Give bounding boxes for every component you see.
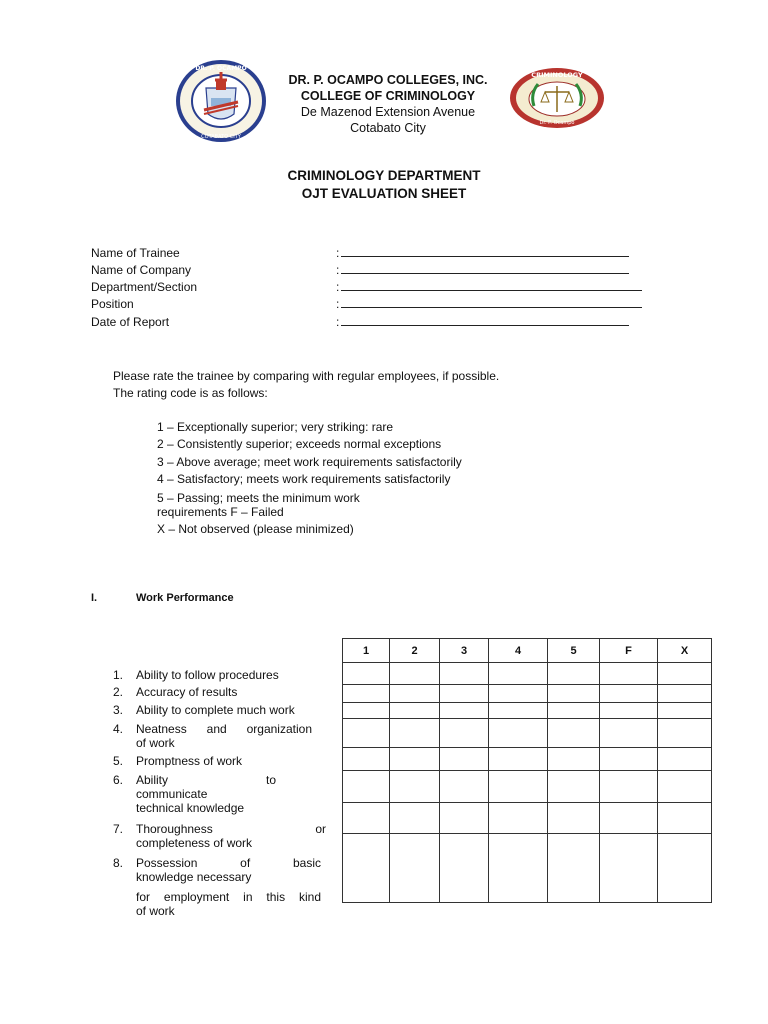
rating-cell[interactable]: [548, 748, 600, 771]
field-label-company: Name of Company: [91, 263, 192, 277]
criterion-text: Ability to follow procedures: [136, 668, 279, 682]
rating-header: 3: [440, 639, 489, 663]
criterion-number: 4.: [113, 722, 124, 736]
sheet-title: OJT EVALUATION SHEET: [301, 186, 467, 201]
rating-header: 4: [489, 639, 548, 663]
department-title: CRIMINOLOGY DEPARTMENT: [287, 168, 481, 183]
rating-cell[interactable]: [489, 719, 548, 748]
rating-cell[interactable]: [548, 663, 600, 685]
criterion-line: communicate: [136, 787, 208, 801]
criterion-number: 2.: [113, 685, 124, 699]
rating-cell[interactable]: [489, 685, 548, 703]
school-name: DR. P. OCAMPO COLLEGES, INC.: [288, 73, 488, 87]
svg-text:DR. P. OCAMPO: DR. P. OCAMPO: [195, 65, 247, 72]
field-label-position: Position: [91, 297, 134, 311]
criterion-line: Ability to: [136, 773, 276, 787]
instruction-line-2: The rating code is as follows:: [113, 386, 268, 400]
svg-text:CRIMINOLOGY: CRIMINOLOGY: [531, 71, 583, 79]
rating-cell[interactable]: [658, 803, 712, 834]
rating-cell[interactable]: [548, 834, 600, 903]
rating-code-1: 1 – Exceptionally superior; very striking: rare: [157, 420, 394, 434]
instruction-text: [113, 368, 499, 402]
rating-row: [343, 803, 712, 834]
address-line-1: De Mazenod Extension Avenue: [300, 105, 476, 119]
rating-cell[interactable]: [440, 748, 489, 771]
section-title: Work Performance: [136, 592, 234, 604]
rating-cell[interactable]: [440, 719, 489, 748]
field-line-trainee[interactable]: :: [336, 246, 629, 260]
rating-row: [343, 703, 712, 719]
rating-cell[interactable]: [658, 703, 712, 719]
field-label-department: Department/Section: [91, 280, 198, 294]
field-line-date[interactable]: :: [336, 315, 629, 329]
rating-cell[interactable]: [548, 719, 600, 748]
rating-cell[interactable]: [440, 834, 489, 903]
rating-cell[interactable]: [489, 748, 548, 771]
criterion-line: completeness of work: [136, 836, 253, 850]
field-line-position[interactable]: :: [336, 297, 642, 311]
criterion-line: technical knowledge: [136, 801, 245, 815]
rating-cell[interactable]: [440, 771, 489, 803]
rating-code-not-observed: X – Not observed (please minimized): [157, 522, 354, 536]
rating-code-2: 2 – Consistently superior; exceeds normal exceptions: [157, 437, 442, 451]
rating-cell[interactable]: [343, 703, 390, 719]
section-number: I.: [91, 592, 98, 604]
rating-cell[interactable]: [658, 834, 712, 903]
rating-header: X: [658, 639, 712, 663]
criterion-text: Promptness of work: [136, 754, 243, 768]
rating-row: [343, 685, 712, 703]
rating-cell[interactable]: [548, 685, 600, 703]
rating-row: [343, 663, 712, 685]
rating-cell[interactable]: [658, 663, 712, 685]
rating-row: [343, 719, 712, 748]
rating-cell[interactable]: [343, 719, 390, 748]
instruction-line-1: Please rate the trainee by comparing with regular employees, if possible.: [113, 369, 500, 383]
rating-cell[interactable]: [390, 748, 440, 771]
rating-header: 1: [343, 639, 390, 663]
rating-cell[interactable]: [489, 803, 548, 834]
criterion-text: [136, 856, 321, 918]
rating-cell[interactable]: [390, 685, 440, 703]
field-line-department[interactable]: :: [336, 280, 642, 294]
rating-cell[interactable]: [548, 771, 600, 803]
field-line-company[interactable]: :: [336, 263, 629, 277]
rating-cell[interactable]: [600, 834, 658, 903]
rating-code-3: 3 – Above average; meet work requirements satisfactorily: [157, 455, 462, 469]
field-label-trainee: Name of Trainee: [91, 246, 180, 260]
address-line-2: Cotabato City: [350, 121, 426, 135]
rating-cell[interactable]: [600, 685, 658, 703]
criterion-line: of work: [136, 904, 175, 918]
criterion-text: [136, 822, 326, 850]
criterion-text: [136, 722, 312, 750]
svg-text:Dr. P. Ocampo: Dr. P. Ocampo: [539, 120, 575, 126]
rating-cell[interactable]: [600, 803, 658, 834]
rating-cell[interactable]: [658, 685, 712, 703]
rating-cell[interactable]: [390, 663, 440, 685]
rating-cell[interactable]: [343, 748, 390, 771]
criterion-line: of work: [136, 736, 175, 750]
svg-text:COTABATO CITY: COTABATO CITY: [201, 134, 241, 140]
rating-cell[interactable]: [343, 685, 390, 703]
criterion-line: knowledge necessary: [136, 870, 252, 884]
rating-table: [342, 638, 712, 903]
rating-cell[interactable]: [489, 834, 548, 903]
rating-header: F: [600, 639, 658, 663]
rating-cell[interactable]: [600, 703, 658, 719]
rating-cell[interactable]: [548, 803, 600, 834]
rating-code-5: 5 – Passing; meets the minimum work: [157, 491, 360, 505]
criterion-line: Possession of basic: [136, 856, 321, 870]
criterion-number: 6.: [113, 773, 124, 787]
rating-header: 2: [390, 639, 440, 663]
criterion-number: 5.: [113, 754, 124, 768]
rating-code-failed: requirements F – Failed: [157, 505, 284, 519]
rating-cell[interactable]: [600, 719, 658, 748]
rating-cell[interactable]: [489, 703, 548, 719]
field-label-date: Date of Report: [91, 315, 170, 329]
criterion-line: Thoroughness or: [136, 822, 326, 836]
rating-cell[interactable]: [343, 771, 390, 803]
rating-cell[interactable]: [489, 771, 548, 803]
criterion-text: Ability to complete much work: [136, 703, 295, 717]
rating-cell[interactable]: [390, 703, 440, 719]
criterion-line: for employment in this kind: [136, 890, 321, 904]
rating-cell[interactable]: [390, 719, 440, 748]
criterion-line: Neatness and organization: [136, 722, 312, 736]
letterhead: [230, 72, 546, 136]
rating-code-4: 4 – Satisfactory; meets work requirements satisfactorily: [157, 472, 451, 486]
rating-cell[interactable]: [343, 663, 390, 685]
rating-cell[interactable]: [658, 719, 712, 748]
rating-cell[interactable]: [600, 663, 658, 685]
rating-row: [343, 834, 712, 903]
rating-cell[interactable]: [343, 803, 390, 834]
rating-cell[interactable]: [489, 663, 548, 685]
criterion-number: 7.: [113, 822, 124, 836]
rating-cell[interactable]: [548, 703, 600, 719]
rating-header-row: [343, 639, 712, 663]
criterion-number: 1.: [113, 668, 124, 682]
rating-row: [343, 748, 712, 771]
rating-cell[interactable]: [440, 685, 489, 703]
criterion-number: 8.: [113, 856, 124, 870]
rating-cell[interactable]: [440, 803, 489, 834]
rating-cell[interactable]: [343, 834, 390, 903]
rating-cell[interactable]: [658, 748, 712, 771]
rating-cell[interactable]: [600, 748, 658, 771]
rating-cell[interactable]: [440, 703, 489, 719]
rating-cell[interactable]: [440, 663, 489, 685]
rating-cell[interactable]: [390, 834, 440, 903]
rating-header: 5: [548, 639, 600, 663]
rating-cell[interactable]: [658, 771, 712, 803]
rating-cell[interactable]: [390, 771, 440, 803]
criterion-text: Accuracy of results: [136, 685, 238, 699]
college-name: COLLEGE OF CRIMINOLOGY: [300, 89, 476, 103]
criterion-number: 3.: [113, 703, 124, 717]
rating-cell[interactable]: [600, 771, 658, 803]
criterion-text: [136, 773, 276, 815]
rating-cell[interactable]: [390, 803, 440, 834]
rating-row: [343, 771, 712, 803]
department-seal-logo: [508, 66, 606, 130]
